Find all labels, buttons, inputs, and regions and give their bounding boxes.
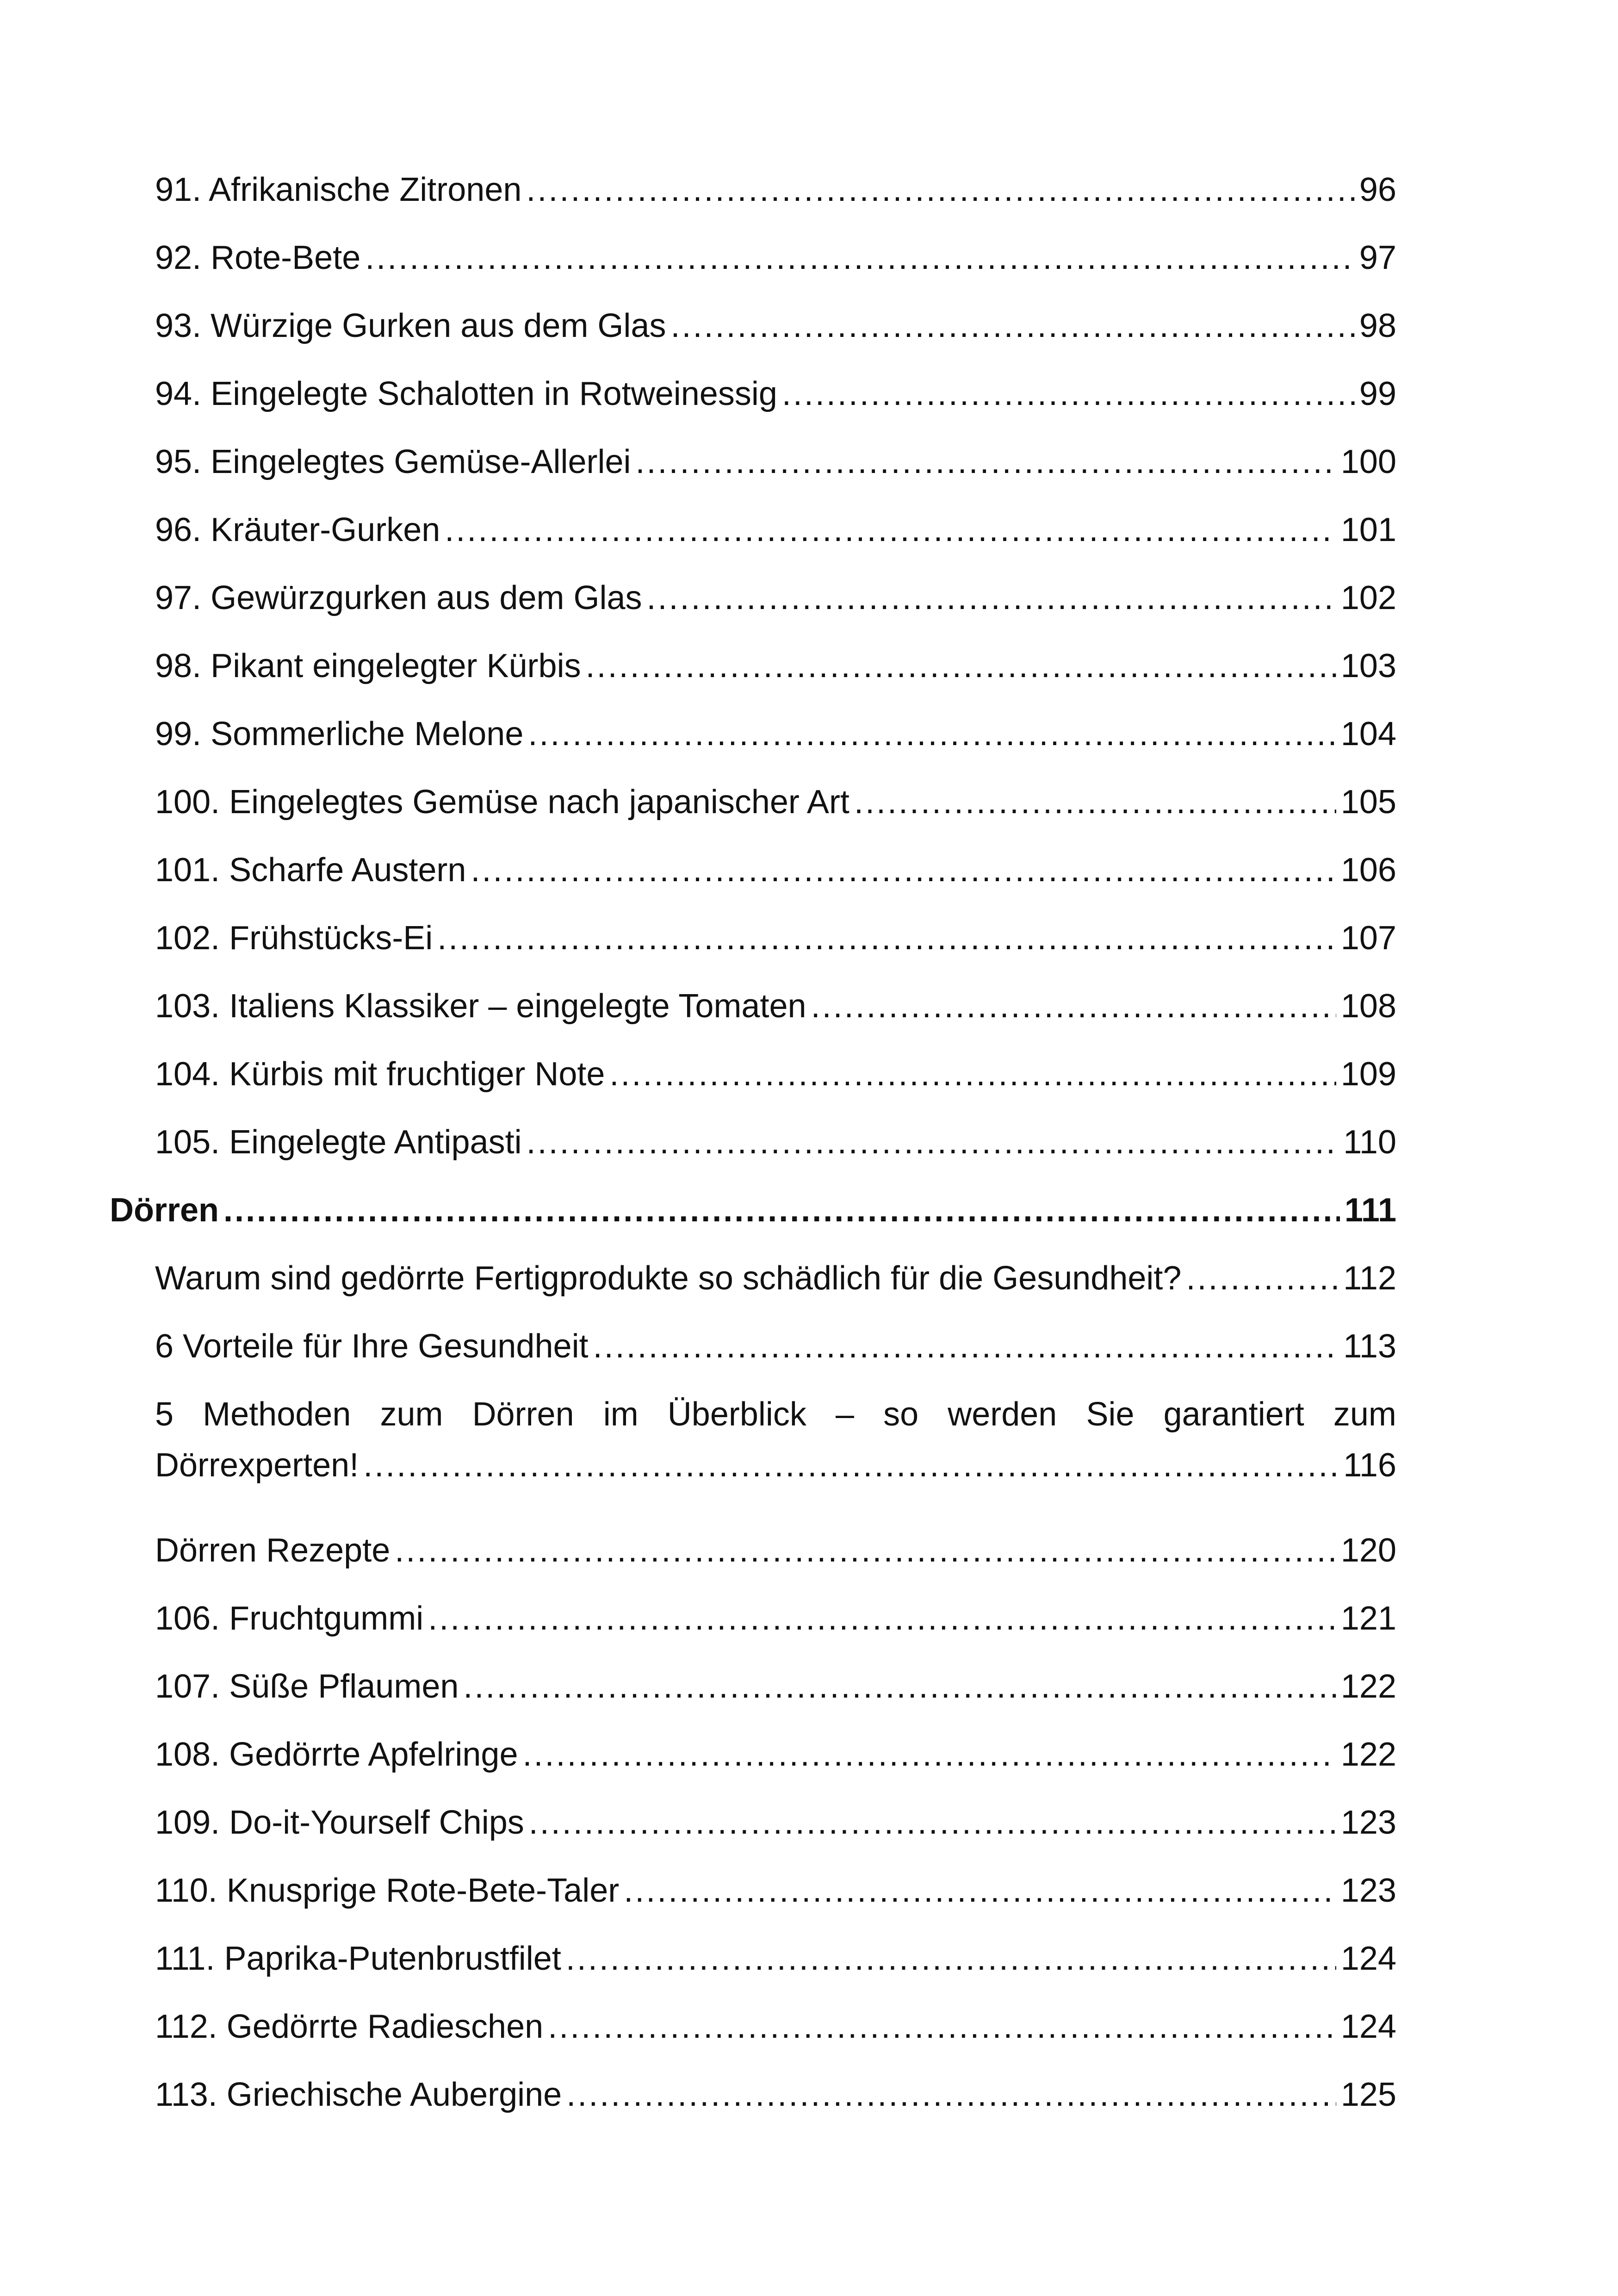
toc-entry[interactable] (155, 981, 1396, 1032)
toc-leader-dots (528, 709, 1336, 759)
toc-leader-dots (670, 300, 1354, 351)
toc-entry-title: 102. Frühstücks-Ei (155, 920, 433, 957)
toc-entry-title: 104. Kürbis mit fruchtiger Note (155, 1056, 605, 1093)
toc-entry-title: 110. Knusprige Rote-Bete-Taler (155, 1872, 620, 1909)
toc-entry-page: 123 (1340, 1804, 1396, 1841)
toc-entry-page: 104 (1340, 716, 1396, 753)
toc-leader-dots (609, 1049, 1336, 1100)
toc-entry[interactable] (155, 1321, 1396, 1372)
toc-entry-title: 105. Eingelegte Antipasti (155, 1124, 522, 1161)
toc-entry-title: 101. Scharfe Austern (155, 852, 466, 889)
toc-word: Sie (1086, 1396, 1134, 1433)
toc-entry-title-line2 (155, 1440, 1396, 1491)
toc-leader-dots (854, 777, 1336, 828)
toc-entry[interactable] (155, 913, 1396, 964)
toc-entry-title: 91. Afrikanische Zitronen (155, 171, 522, 208)
toc-entry-title: Dörren Rezepte (155, 1532, 391, 1569)
toc-leader-dots (566, 1933, 1336, 1984)
toc-leader-dots (593, 1321, 1339, 1372)
toc-entry-title: 107. Süße Pflaumen (155, 1668, 459, 1705)
toc-entry-title: 103. Italiens Klassiker – eingelegte Tomaten (155, 988, 806, 1025)
toc-entry-page: 122 (1340, 1668, 1396, 1705)
toc-leader-dots (526, 164, 1354, 215)
toc-entry-title: 6 Vorteile für Ihre Gesundheit (155, 1328, 589, 1365)
toc-entry-page: 120 (1340, 1532, 1396, 1569)
toc-leader-dots (445, 504, 1336, 555)
toc-word: im (603, 1396, 639, 1433)
toc-leader-dots (647, 572, 1336, 623)
toc-entry-page: 122 (1340, 1736, 1396, 1773)
toc-entry-page: 99 (1359, 375, 1396, 412)
toc-entry-page: 113 (1343, 1328, 1396, 1365)
toc-entry-page: 105 (1340, 784, 1396, 821)
toc-entry-title: 94. Eingelegte Schalotten in Rotweinessig (155, 375, 777, 412)
toc-leader-dots (365, 232, 1355, 283)
toc-leader-dots (624, 1865, 1336, 1916)
toc-entry-title: Warum sind gedörrte Fertigprodukte so schädlich für die Gesundheit? (155, 1260, 1182, 1297)
toc-entry-page: 121 (1340, 1600, 1396, 1637)
toc-entry-title: 98. Pikant eingelegter Kürbis (155, 647, 581, 684)
toc-entry-page: 123 (1340, 1872, 1396, 1909)
toc-leader-dots (548, 2001, 1336, 2052)
toc-leader-dots (782, 368, 1355, 419)
toc-entry-page: 110 (1343, 1124, 1396, 1161)
toc-entry-title: 93. Würzige Gurken aus dem Glas (155, 307, 666, 344)
toc-leader-dots (566, 2069, 1336, 2120)
toc-entry-page: 112 (1343, 1260, 1396, 1297)
toc-entry-page: 101 (1340, 511, 1396, 548)
toc-word: zum (380, 1396, 443, 1433)
toc-entry-title: 99. Sommerliche Melone (155, 716, 524, 753)
toc-entry-page: 116 (1343, 1447, 1396, 1484)
toc-entry[interactable] (155, 1525, 1396, 1576)
toc-entry-title: 111. Paprika-Putenbrustfilet (155, 1940, 561, 1977)
toc-word: 5 (155, 1396, 174, 1433)
toc-entry-page: 100 (1340, 443, 1396, 480)
toc-entry[interactable] (155, 436, 1396, 487)
toc-entry-page: 108 (1340, 988, 1396, 1025)
toc-leader-dots (1186, 1253, 1339, 1304)
toc-entry-page: 98 (1359, 307, 1396, 344)
toc-entry[interactable] (155, 1797, 1396, 1848)
toc-leader-dots (586, 641, 1336, 691)
toc-entry-title: 97. Gewürzgurken aus dem Glas (155, 579, 642, 616)
toc-entry[interactable] (155, 2069, 1396, 2120)
toc-leader-dots (223, 1185, 1340, 1236)
toc-entry[interactable] (155, 2001, 1396, 2052)
toc-leader-dots (811, 981, 1336, 1032)
toc-leader-dots (395, 1525, 1336, 1576)
toc-entry-title: 106. Fruchtgummi (155, 1600, 424, 1637)
toc-entry[interactable] (155, 845, 1396, 896)
toc-leader-dots (636, 436, 1336, 487)
toc-entry[interactable] (155, 1865, 1396, 1916)
toc-leader-dots (363, 1440, 1339, 1491)
toc-word: Dörren (472, 1396, 574, 1433)
toc-leader-dots (437, 913, 1336, 964)
toc-entry-page: 103 (1340, 647, 1396, 684)
toc-word: Überblick (667, 1396, 806, 1433)
toc-word: zum (1333, 1396, 1396, 1433)
toc-leader-dots (523, 1729, 1336, 1780)
toc-entry-page: 102 (1340, 579, 1396, 616)
toc-word: Methoden (203, 1396, 351, 1433)
toc-section-page: 111 (1344, 1192, 1396, 1229)
toc-entry[interactable] (155, 1933, 1396, 1984)
toc-entry-page: 124 (1340, 2008, 1396, 2045)
toc-entry-title: 92. Rote-Bete (155, 239, 361, 276)
toc-entry-page: 109 (1340, 1056, 1396, 1093)
toc-leader-dots (463, 1661, 1336, 1712)
toc-entry-wrapped[interactable] (155, 1389, 1396, 1491)
toc-entry-title-line1 (155, 1389, 1396, 1440)
toc-entry[interactable] (155, 709, 1396, 759)
toc-word: – (835, 1396, 854, 1433)
toc-leader-dots (428, 1593, 1336, 1644)
toc-entry-title: 108. Gedörrte Apfelringe (155, 1736, 518, 1773)
toc-entry[interactable] (155, 1661, 1396, 1712)
toc-entry-page: 125 (1340, 2076, 1396, 2113)
toc-entry[interactable] (155, 232, 1396, 283)
toc-entry[interactable] (155, 504, 1396, 555)
toc-entry[interactable] (155, 1729, 1396, 1780)
toc-leader-dots (529, 1797, 1336, 1848)
toc-leader-dots (527, 1117, 1339, 1168)
toc-entry[interactable] (155, 572, 1396, 623)
toc-entry-page: 106 (1340, 852, 1396, 889)
toc-word: werden (948, 1396, 1057, 1433)
toc-entry-page: 97 (1359, 239, 1396, 276)
toc-word: so (883, 1396, 919, 1433)
toc-section-heading[interactable] (110, 1185, 1396, 1236)
toc-section-title: Dörren (110, 1192, 219, 1229)
toc-entry-page: 124 (1340, 1940, 1396, 1977)
toc-entry[interactable] (155, 1117, 1396, 1168)
toc-entry[interactable] (155, 368, 1396, 419)
toc-entry[interactable] (155, 164, 1396, 215)
toc-entry[interactable] (155, 641, 1396, 691)
toc-entry-page: 96 (1359, 171, 1396, 208)
toc-entry-page: 107 (1340, 920, 1396, 957)
toc-entry[interactable] (155, 300, 1396, 351)
toc-entry-title: 95. Eingelegtes Gemüse-Allerlei (155, 443, 631, 480)
toc-entry-title: Dörrexperten! (155, 1447, 359, 1484)
toc-word: garantiert (1163, 1396, 1304, 1433)
toc-entry[interactable] (155, 777, 1396, 828)
toc-entry[interactable] (155, 1049, 1396, 1100)
toc-entry-title: 100. Eingelegtes Gemüse nach japanischer Art (155, 784, 849, 821)
toc-entry[interactable] (155, 1253, 1396, 1304)
toc-entry-title: 109. Do-it-Yourself Chips (155, 1804, 524, 1841)
toc-entry[interactable] (155, 1593, 1396, 1644)
toc-entry-title: 112. Gedörrte Radieschen (155, 2008, 544, 2045)
toc-entry-title: 96. Kräuter-Gurken (155, 511, 440, 548)
toc-leader-dots (471, 845, 1336, 896)
toc-entry-title: 113. Griechische Aubergine (155, 2076, 562, 2113)
